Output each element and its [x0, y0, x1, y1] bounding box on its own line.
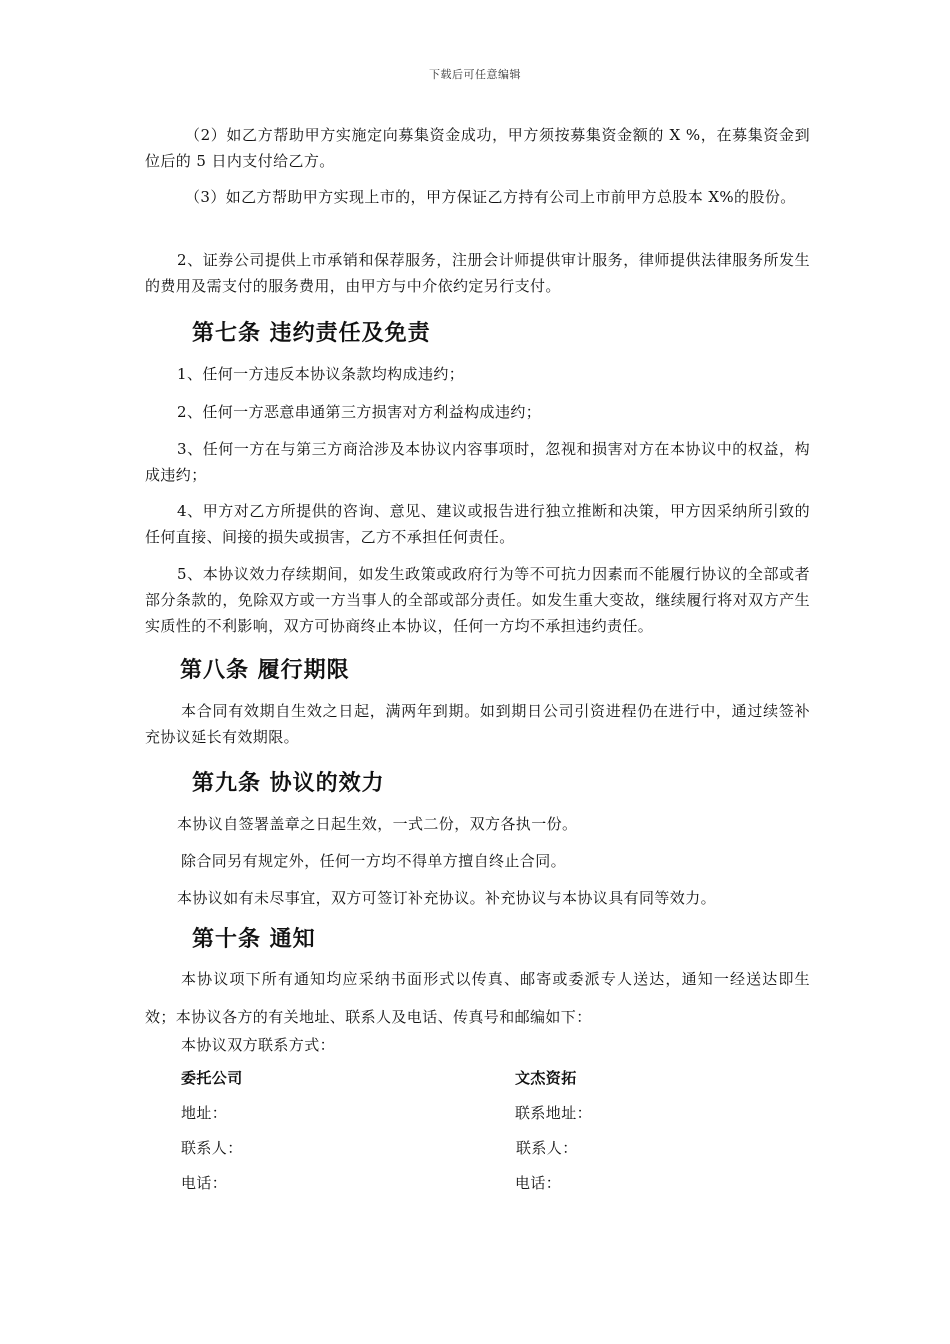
heading-article-9: 第九条 协议的效力 — [192, 771, 385, 796]
article-7-item-5: 5、本协议效力存续期间，如发生政策或政府行为等不可抗力因素而不能履行协议的全部或者部分条款的，免除双方或一方当事人的全部或部分责任。如发生重大变故，继续履行将对双方产生实质性的不利影响，双方可协商终止本协议，任何一方均不承担违约责任。 — [145, 565, 810, 635]
party-a-contact: 联系人： — [181, 1139, 243, 1157]
party-a-address: 地址： — [181, 1104, 228, 1122]
heading-article-7: 第七条 违约责任及免责 — [192, 321, 431, 346]
article-7-item-4: 4、甲方对乙方所提供的咨询、意见、建议或报告进行独立推断和决策，甲方因采纳所引致的任何直接、间接的损失或损害，乙方不承担任何责任。 — [145, 502, 810, 546]
article-7-item-3: 3、任何一方在与第三方商洽涉及本协议内容事项时，忽视和损害对方在本协议中的权益，构成违约； — [145, 440, 810, 484]
article-9-item-1: 本协议自签署盖章之日起生效，一式二份，双方各执一份。 — [177, 815, 578, 833]
party-b-phone: 电话： — [515, 1174, 562, 1192]
heading-article-10: 第十条 通知 — [192, 927, 316, 952]
paragraph-fee-intermediary: 2、证券公司提供上市承销和保荐服务，注册会计师提供审计服务，律师提供法律服务所发生的费用及需支付的服务费用，由甲方与中介依约定另行支付。 — [145, 251, 810, 295]
paragraph-fee-2: （2）如乙方帮助甲方实施定向募集资金成功，甲方须按募集资金额的 X %，在募集资金到位后的 5 日内支付给乙方。 — [145, 126, 810, 170]
heading-article-8: 第八条 履行期限 — [180, 658, 350, 683]
article-10-contact-intro: 本协议双方联系方式： — [181, 1036, 336, 1054]
article-9-item-3: 本协议如有未尽事宜，双方可签订补充协议。补充协议与本协议具有同等效力。 — [177, 889, 717, 907]
party-b-contact: 联系人： — [516, 1139, 578, 1157]
party-b-address: 联系地址： — [515, 1104, 593, 1122]
party-b-title: 文杰资拓 — [515, 1069, 577, 1087]
party-a-title: 委托公司 — [181, 1069, 243, 1087]
page-header: 下载后可任意编辑 — [429, 68, 521, 81]
article-7-item-1: 1、任何一方违反本协议条款均构成违约； — [177, 365, 465, 383]
article-8-text: 本合同有效期自生效之日起，满两年到期。如到期日公司引资进程仍在进行中，通过续签补充协议延长有效期限。 — [145, 702, 810, 746]
article-7-item-2: 2、任何一方恶意串通第三方损害对方利益构成违约； — [177, 403, 542, 421]
party-a-phone: 电话： — [181, 1174, 228, 1192]
paragraph-fee-3: （3）如乙方帮助甲方实现上市的，甲方保证乙方持有公司上市前甲方总股本 X%的股份。 — [185, 188, 796, 206]
article-10-text: 本协议项下所有通知均应采纳书面形式以传真、邮寄或委派专人送达，通知一经送达即生效；本协议各方的有关地址、联系人及电话、传真号和邮编如下： — [145, 970, 810, 1026]
article-9-item-2: 除合同另有规定外，任何一方均不得单方擅自终止合同。 — [181, 852, 567, 870]
